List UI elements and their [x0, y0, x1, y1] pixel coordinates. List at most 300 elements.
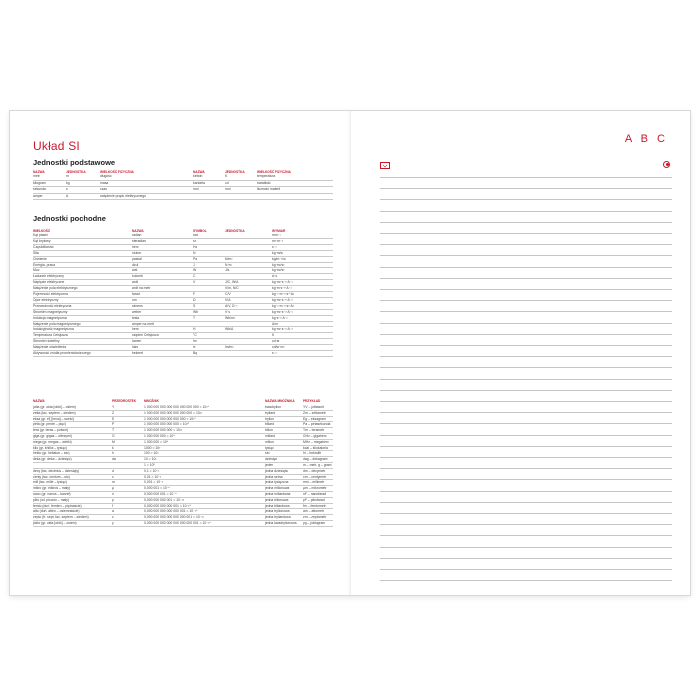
ruled-line: [380, 334, 672, 335]
ruled-line: [380, 278, 672, 279]
row-rule: [33, 450, 333, 451]
table-cell: 1 000 000 000 = 10⁹: [144, 434, 175, 438]
table-cell: miliard: [265, 434, 275, 438]
table-cell: N: [193, 250, 196, 255]
table-cell: 0,1 = 10⁻¹: [144, 468, 160, 473]
table-cell: lumen: [132, 339, 142, 344]
table-cell: zepto (fr. sept, łac. septem – siedem): [33, 515, 89, 520]
table-cell: Częstotliwość: [33, 244, 54, 249]
table-cell: sr: [193, 238, 196, 243]
table-cell: V·s: [225, 309, 231, 314]
table-cell: farad: [132, 292, 140, 296]
ruled-line: [380, 345, 672, 346]
table-cell: tysiąc: [265, 445, 274, 450]
ruled-line: [380, 188, 672, 189]
table-cell: °C: [193, 333, 197, 338]
table-cell: da: [112, 457, 116, 462]
row-rule: [33, 338, 333, 339]
column-header: NAZWA MNOŻNIKA: [265, 399, 295, 403]
table-cell: G: [112, 434, 115, 438]
table-cell: 1 000 000 000 000 000 000 000 000 = 10²⁴: [144, 405, 209, 409]
ruled-line: [380, 177, 672, 178]
table-cell: J/C, W/A: [225, 280, 239, 285]
table-cell: Wb: [193, 309, 199, 314]
ruled-line: [380, 390, 672, 391]
table-cell: kg⁻¹·m⁻²·s⁴·A²: [272, 292, 295, 296]
ruled-line: [380, 479, 672, 480]
table-cell: Indukcja magnetyczna: [33, 315, 67, 320]
table-cell: amper: [33, 193, 43, 198]
row-rule: [33, 526, 333, 527]
table-cell: Natężenie pola magnetycznego: [33, 321, 81, 326]
table-cell: Zm – zettametr: [303, 410, 326, 415]
table-cell: metr: [33, 174, 40, 178]
row-rule: [33, 250, 333, 251]
table-cell: Z: [112, 410, 115, 415]
table-cell: jedna milionowa: [265, 486, 290, 491]
table-cell: yg – joktogram: [303, 521, 326, 525]
ruled-line: [380, 468, 672, 469]
table-cell: f: [112, 503, 113, 508]
table-cell: tesla: [132, 315, 140, 320]
ruled-line: [380, 569, 672, 570]
page-title: Układ SI: [33, 139, 80, 153]
row-rule: [33, 262, 333, 263]
table-cell: 0,01 = 10⁻²: [144, 474, 162, 479]
table-cell: amper na metr: [132, 321, 155, 326]
table-cell: Siła: [33, 250, 39, 255]
table-cell: 0,000 000 001 = 10⁻⁹: [144, 492, 177, 496]
table-cell: cd/sr·m²: [272, 345, 285, 350]
table-cell: henr: [132, 327, 139, 332]
ruled-line: [380, 412, 672, 413]
table-cell: kwadrylion: [265, 405, 282, 409]
table-cell: Opór elektryczny: [33, 297, 59, 302]
table-cell: centy (łac. centum – sto): [33, 474, 70, 479]
table-cell: paskal: [132, 256, 142, 261]
ruled-line: [380, 524, 672, 525]
table-cell: Tm – terametr: [303, 428, 325, 433]
column-header: JEDNOSTKA: [225, 170, 245, 174]
table-cell: zetta (łac. septem – siedem): [33, 410, 76, 415]
table-cell: 1 000 000 000 000 000 000 000 = 10²¹: [144, 410, 202, 415]
table-cell: Ciśnienie: [33, 256, 47, 261]
row-rule: [33, 186, 333, 187]
table-cell: hekto (gr. hekaton – sto): [33, 451, 70, 456]
ruled-line: [380, 513, 672, 514]
table-cell: światłość: [257, 180, 271, 185]
ruled-line: [380, 580, 672, 581]
column-header: JEDNOSTKA: [225, 229, 245, 233]
table-cell: hl – hektolitr: [303, 451, 322, 456]
table-cell: jedna tysięczna: [265, 480, 289, 485]
row-rule: [33, 332, 333, 333]
ruled-line: [380, 356, 672, 357]
table-cell: giga (gr. gigas – olbrzymi): [33, 434, 72, 438]
table-cell: mm⁻¹: [272, 233, 281, 237]
table-cell: Strumień magnetyczny: [33, 309, 68, 314]
table-cell: Pa – petasekunda: [303, 422, 331, 427]
table-cell: trylion: [265, 416, 275, 421]
table-cell: Energia, praca: [33, 262, 56, 267]
table-cell: Indukcyjność magnetyczna: [33, 327, 74, 332]
table-cell: y: [112, 521, 114, 525]
table-cell: N/m²: [225, 256, 233, 261]
column-header: MNOŻNIK: [144, 399, 159, 403]
table-cell: Temperatura Celsjusza: [33, 333, 68, 338]
table-cell: V: [193, 280, 196, 285]
table-cell: wolt na metr: [132, 286, 151, 291]
table-cell: Strumień świetlny: [33, 339, 60, 344]
column-header: NAZWA: [33, 399, 45, 403]
column-header: PRZYKŁAD: [303, 399, 321, 403]
table-cell: jotta (gr. okta [októ] – ośiem): [33, 405, 76, 409]
table-cell: m – metr, g – gram: [303, 463, 332, 467]
table-cell: niuton: [132, 250, 142, 255]
table-cell: p: [112, 497, 114, 502]
table-cell: kg·m²/s²: [272, 262, 285, 267]
table-cell: eksa (gr. éξ [hexa] – sześć): [33, 416, 75, 421]
table-cell: Kąt płaski: [33, 233, 48, 237]
table-cell: jokto (gr. okta [októ] – osiem): [33, 521, 77, 525]
table-cell: biliard: [265, 422, 275, 427]
table-cell: P: [112, 422, 115, 427]
table-cell: W: [193, 268, 197, 273]
row-rule: [33, 180, 333, 181]
table-cell: kg·m²·s⁻³·A⁻²: [272, 297, 293, 302]
table-cell: 1 000 000 000 000 = 10¹²: [144, 428, 183, 433]
column-header: JEDNOSTKA: [66, 170, 86, 174]
table-cell: mol: [193, 187, 199, 192]
table-cell: mega (gr. megas – wielki): [33, 439, 72, 444]
ruled-line: [380, 446, 672, 447]
row-rule: [33, 433, 333, 434]
table-cell: Pa: [193, 256, 198, 261]
table-cell: luks: [132, 345, 139, 350]
row-rule: [33, 244, 333, 245]
section-title-derived-units: Jednostki pochodne: [33, 214, 106, 223]
table-cell: jedna setna: [265, 474, 283, 479]
table-cell: V/A: [225, 297, 231, 302]
table-cell: jedna bilionowa: [265, 497, 289, 502]
table-cell: milion: [265, 439, 274, 444]
table-cell: wat: [132, 268, 138, 273]
ruled-line: [380, 300, 672, 301]
table-cell: radian: [132, 233, 142, 237]
table-cell: YV – jottawolt: [303, 405, 324, 409]
column-header: WYMIAR: [272, 229, 286, 233]
column-header: WIELKOŚĆ FIZYCZNA: [100, 170, 134, 174]
table-cell: sto: [265, 451, 270, 456]
row-rule: [33, 256, 333, 257]
table-cell: Hz: [193, 244, 198, 249]
table-cell: kg·m²·s⁻²·A⁻¹: [272, 309, 293, 314]
table-cell: lx: [193, 345, 196, 350]
table-cell: 0,000 001 = 10⁻⁶: [144, 486, 170, 491]
table-cell: K: [225, 174, 228, 178]
table-cell: V/m, N/C: [225, 286, 239, 291]
table-cell: dm – decymetr: [303, 468, 326, 473]
table-cell: jedna kwadrylionowa: [265, 521, 297, 525]
table-cell: kilogram: [33, 180, 46, 185]
table-cell: kg: [66, 180, 70, 185]
table-cell: lm: [193, 339, 197, 344]
table-cell: H: [193, 327, 196, 332]
ruled-line: [380, 367, 672, 368]
table-cell: m: [112, 480, 115, 485]
ruled-line: [380, 423, 672, 424]
table-cell: dziesięć: [265, 457, 278, 462]
table-cell: 0,000 000 000 000 000 000 001 = 10⁻²¹: [144, 515, 204, 520]
ruled-line: [380, 311, 672, 312]
table-cell: N·m: [225, 262, 232, 267]
table-cell: Ładunek elektryczny: [33, 274, 64, 279]
table-cell: piko (wł. piccolo – mały): [33, 497, 69, 502]
table-cell: simens: [132, 303, 143, 308]
ruled-line: [380, 535, 672, 536]
table-cell: C/V: [225, 292, 231, 296]
table-cell: 0,000 000 000 000 001 = 10⁻¹⁵: [144, 503, 191, 508]
row-rule: [33, 199, 333, 200]
table-cell: kg·m·s⁻³·A⁻¹: [272, 286, 292, 291]
table-cell: µm – mikrometr: [303, 486, 327, 491]
table-cell: 1 000 000 000 000 000 = 10¹⁵: [144, 422, 190, 427]
table-cell: sekunda: [33, 187, 46, 192]
table-cell: 1 = 10⁰: [144, 463, 155, 467]
table-cell: K: [272, 333, 275, 338]
table-cell: k: [112, 445, 114, 450]
table-cell: Napięcie elektryczne: [33, 280, 65, 285]
column-header: PRZEDROSTEK: [112, 399, 137, 403]
ruled-line: [380, 558, 672, 559]
table-cell: wolt: [132, 280, 139, 285]
table-cell: kg·m²·s⁻³·A⁻¹: [272, 280, 293, 285]
ruled-line: [380, 435, 672, 436]
table-cell: cd: [225, 180, 229, 185]
table-cell: jedna miliardowa: [265, 492, 291, 496]
table-cell: mikro (gr. mikros – mały): [33, 486, 71, 491]
table-cell: Kąt bryłowy: [33, 238, 51, 243]
table-cell: peta (gr. pente – pięć): [33, 422, 66, 427]
table-cell: Natężenie pola elektrycznego: [33, 286, 78, 291]
table-cell: kcal – kilokaloria: [303, 445, 328, 450]
table-cell: F: [193, 292, 196, 296]
ruled-line: [380, 267, 672, 268]
table-cell: kg·m²/s³: [272, 268, 285, 273]
column-header: NAZWA: [33, 170, 45, 174]
table-cell: kg·m/s²: [272, 250, 284, 255]
table-cell: J/s: [225, 268, 230, 273]
table-cell: am – attometr: [303, 509, 324, 514]
ruled-line: [380, 289, 672, 290]
row-rule: [33, 238, 333, 239]
table-cell: Natężenie oświetlenia: [33, 345, 66, 350]
ruled-line: [380, 323, 672, 324]
table-cell: temperatura: [257, 174, 276, 178]
table-cell: s: [66, 187, 68, 192]
row-rule: [33, 456, 333, 457]
table-cell: decy (łac. decimus – dziesiąty): [33, 468, 80, 473]
table-cell: 100 = 10²: [144, 451, 159, 456]
table-cell: mili (łac. mille – tysiąc): [33, 480, 67, 485]
notebook-spread: [10, 111, 690, 595]
table-cell: Moc: [33, 268, 40, 273]
row-rule: [33, 344, 333, 345]
table-cell: Wb/A: [225, 327, 234, 332]
row-rule: [33, 462, 333, 463]
row-rule: [33, 273, 333, 274]
table-cell: c: [112, 474, 114, 479]
column-header: NAZWA: [132, 229, 144, 233]
table-cell: femto (duń. femten – piętnaście): [33, 503, 82, 508]
table-cell: T: [112, 428, 115, 433]
table-cell: cm – centymetr: [303, 474, 327, 479]
table-cell: herc: [132, 244, 139, 249]
table-cell: długość: [100, 174, 112, 178]
table-cell: masa: [100, 180, 109, 185]
table-cell: mol: [225, 187, 231, 192]
table-cell: om: [132, 297, 137, 302]
table-cell: Pojemność elektryczna: [33, 292, 68, 296]
column-header: SYMBOL: [193, 229, 207, 233]
table-cell: bilion: [265, 428, 273, 433]
right-page: [351, 111, 690, 595]
table-cell: A: [66, 193, 69, 198]
table-cell: m: [66, 174, 69, 178]
table-cell: a: [112, 509, 114, 514]
table-cell: zm – zeptometr: [303, 515, 327, 520]
table-cell: Przewodność elektryczna: [33, 303, 72, 308]
table-cell: A/V, Ω⁻¹: [225, 303, 238, 308]
table-cell: M: [112, 439, 115, 444]
table-cell: µ: [112, 486, 114, 491]
table-cell: MHz – megaherc: [303, 439, 329, 444]
table-cell: kelwin: [193, 174, 203, 178]
table-cell: kg·m²·s⁻²·A⁻²: [272, 327, 293, 332]
table-cell: 0,000 000 000 000 000 001 = 10⁻¹⁸: [144, 509, 198, 514]
table-cell: jedna trylionowa: [265, 509, 290, 514]
row-rule: [33, 427, 333, 428]
mail-icon: [380, 162, 390, 169]
table-cell: 0,000 000 000 001 = 10⁻¹²: [144, 497, 184, 502]
row-rule: [33, 315, 333, 316]
table-cell: Wb/m²: [225, 315, 235, 320]
table-cell: kg·s⁻²·A⁻¹: [272, 315, 288, 320]
row-rule: [33, 193, 333, 194]
table-cell: kg⁻¹·m⁻²·s³·A²: [272, 303, 294, 308]
table-cell: d: [112, 468, 114, 473]
table-cell: fm – femtometr: [303, 503, 326, 508]
table-cell: Bq: [193, 351, 198, 355]
table-cell: rad: [193, 233, 198, 237]
row-rule: [33, 356, 333, 357]
ruled-line: [380, 233, 672, 234]
table-cell: czas: [100, 187, 107, 192]
table-cell: s⁻¹: [272, 244, 277, 249]
ruled-line: [380, 502, 672, 503]
ruled-line: [380, 199, 672, 200]
table-cell: z: [112, 515, 114, 520]
table-cell: E: [112, 416, 115, 421]
table-cell: cd·sr: [272, 339, 280, 344]
table-cell: 1000 = 10³: [144, 445, 161, 450]
table-cell: bekerel: [132, 351, 144, 355]
table-cell: deka (gr. deka – dziesięć): [33, 457, 72, 462]
table-cell: jedna biliardowa: [265, 503, 290, 508]
ruled-line: [380, 211, 672, 212]
table-cell: weber: [132, 309, 142, 314]
table-cell: h: [112, 451, 114, 456]
table-cell: 0,001 = 10⁻³: [144, 480, 164, 485]
row-rule: [33, 439, 333, 440]
index-heading: A B C: [624, 133, 668, 145]
table-cell: tera (gr. teras – potwór): [33, 428, 69, 433]
ruled-line: [380, 244, 672, 245]
table-cell: dag – dekagram: [303, 457, 328, 462]
table-cell: C: [193, 274, 196, 279]
table-cell: kandela: [193, 180, 205, 185]
table-cell: mm – milimetr: [303, 480, 325, 485]
table-cell: jedna dziesiąta: [265, 468, 288, 473]
table-cell: kulomb: [132, 274, 143, 279]
table-cell: pF – pikofarad: [303, 497, 325, 502]
ruled-line: [380, 401, 672, 402]
row-rule: [33, 445, 333, 446]
table-cell: 10 = 10¹: [144, 457, 157, 462]
table-cell: tryliard: [265, 410, 276, 415]
ruled-line: [380, 255, 672, 256]
table-cell: 0,000 000 000 000 000 000 000 001 = 10⁻²⁴: [144, 521, 211, 525]
ruled-line: [380, 379, 672, 380]
column-header: WIELKOŚĆ FIZYCZNA: [257, 170, 291, 174]
table-cell: kilo (gr. khilioi – tysiąc): [33, 445, 67, 450]
table-cell: 1 000 000 = 10⁶: [144, 439, 169, 444]
phone-icon: [663, 161, 670, 168]
table-cell: A·s: [272, 274, 278, 279]
ruled-line: [380, 491, 672, 492]
table-cell: J: [193, 262, 195, 267]
ruled-line: [380, 547, 672, 548]
row-rule: [33, 267, 333, 268]
table-cell: atto (duń. atten – osiemnaście): [33, 509, 80, 514]
table-cell: jeden: [265, 463, 274, 467]
table-cell: steradian: [132, 238, 146, 243]
ruled-line: [380, 222, 672, 223]
table-cell: kg/m⁻¹/s²: [272, 256, 287, 261]
table-cell: Y: [112, 405, 115, 409]
table-cell: n: [112, 492, 114, 496]
table-cell: nano (gr. nanos – karzeł): [33, 492, 71, 496]
left-page: [10, 111, 351, 595]
column-header: WIELKOŚĆ: [33, 229, 51, 233]
table-cell: Eg – eksagram: [303, 416, 326, 421]
table-cell: Ω: [193, 297, 196, 302]
ruled-line: [380, 457, 672, 458]
table-cell: jedna tryliardowa: [265, 515, 291, 520]
table-cell: A/m: [272, 321, 279, 326]
table-cell: S: [193, 303, 196, 308]
table-cell: s⁻¹: [272, 351, 277, 355]
column-header: NAZWA: [193, 170, 205, 174]
row-rule: [33, 474, 333, 475]
table-cell: GHz – gigaherc: [303, 434, 327, 438]
table-cell: lm/m²: [225, 345, 234, 350]
table-cell: Aktywność źródła promieniotwórczego: [33, 351, 91, 355]
table-cell: dżul: [132, 262, 139, 267]
section-title-base-units: Jednostki podstawowe: [33, 158, 116, 167]
table-cell: nF – nanofarad: [303, 492, 326, 496]
table-cell: m²·m⁻²: [272, 238, 283, 243]
